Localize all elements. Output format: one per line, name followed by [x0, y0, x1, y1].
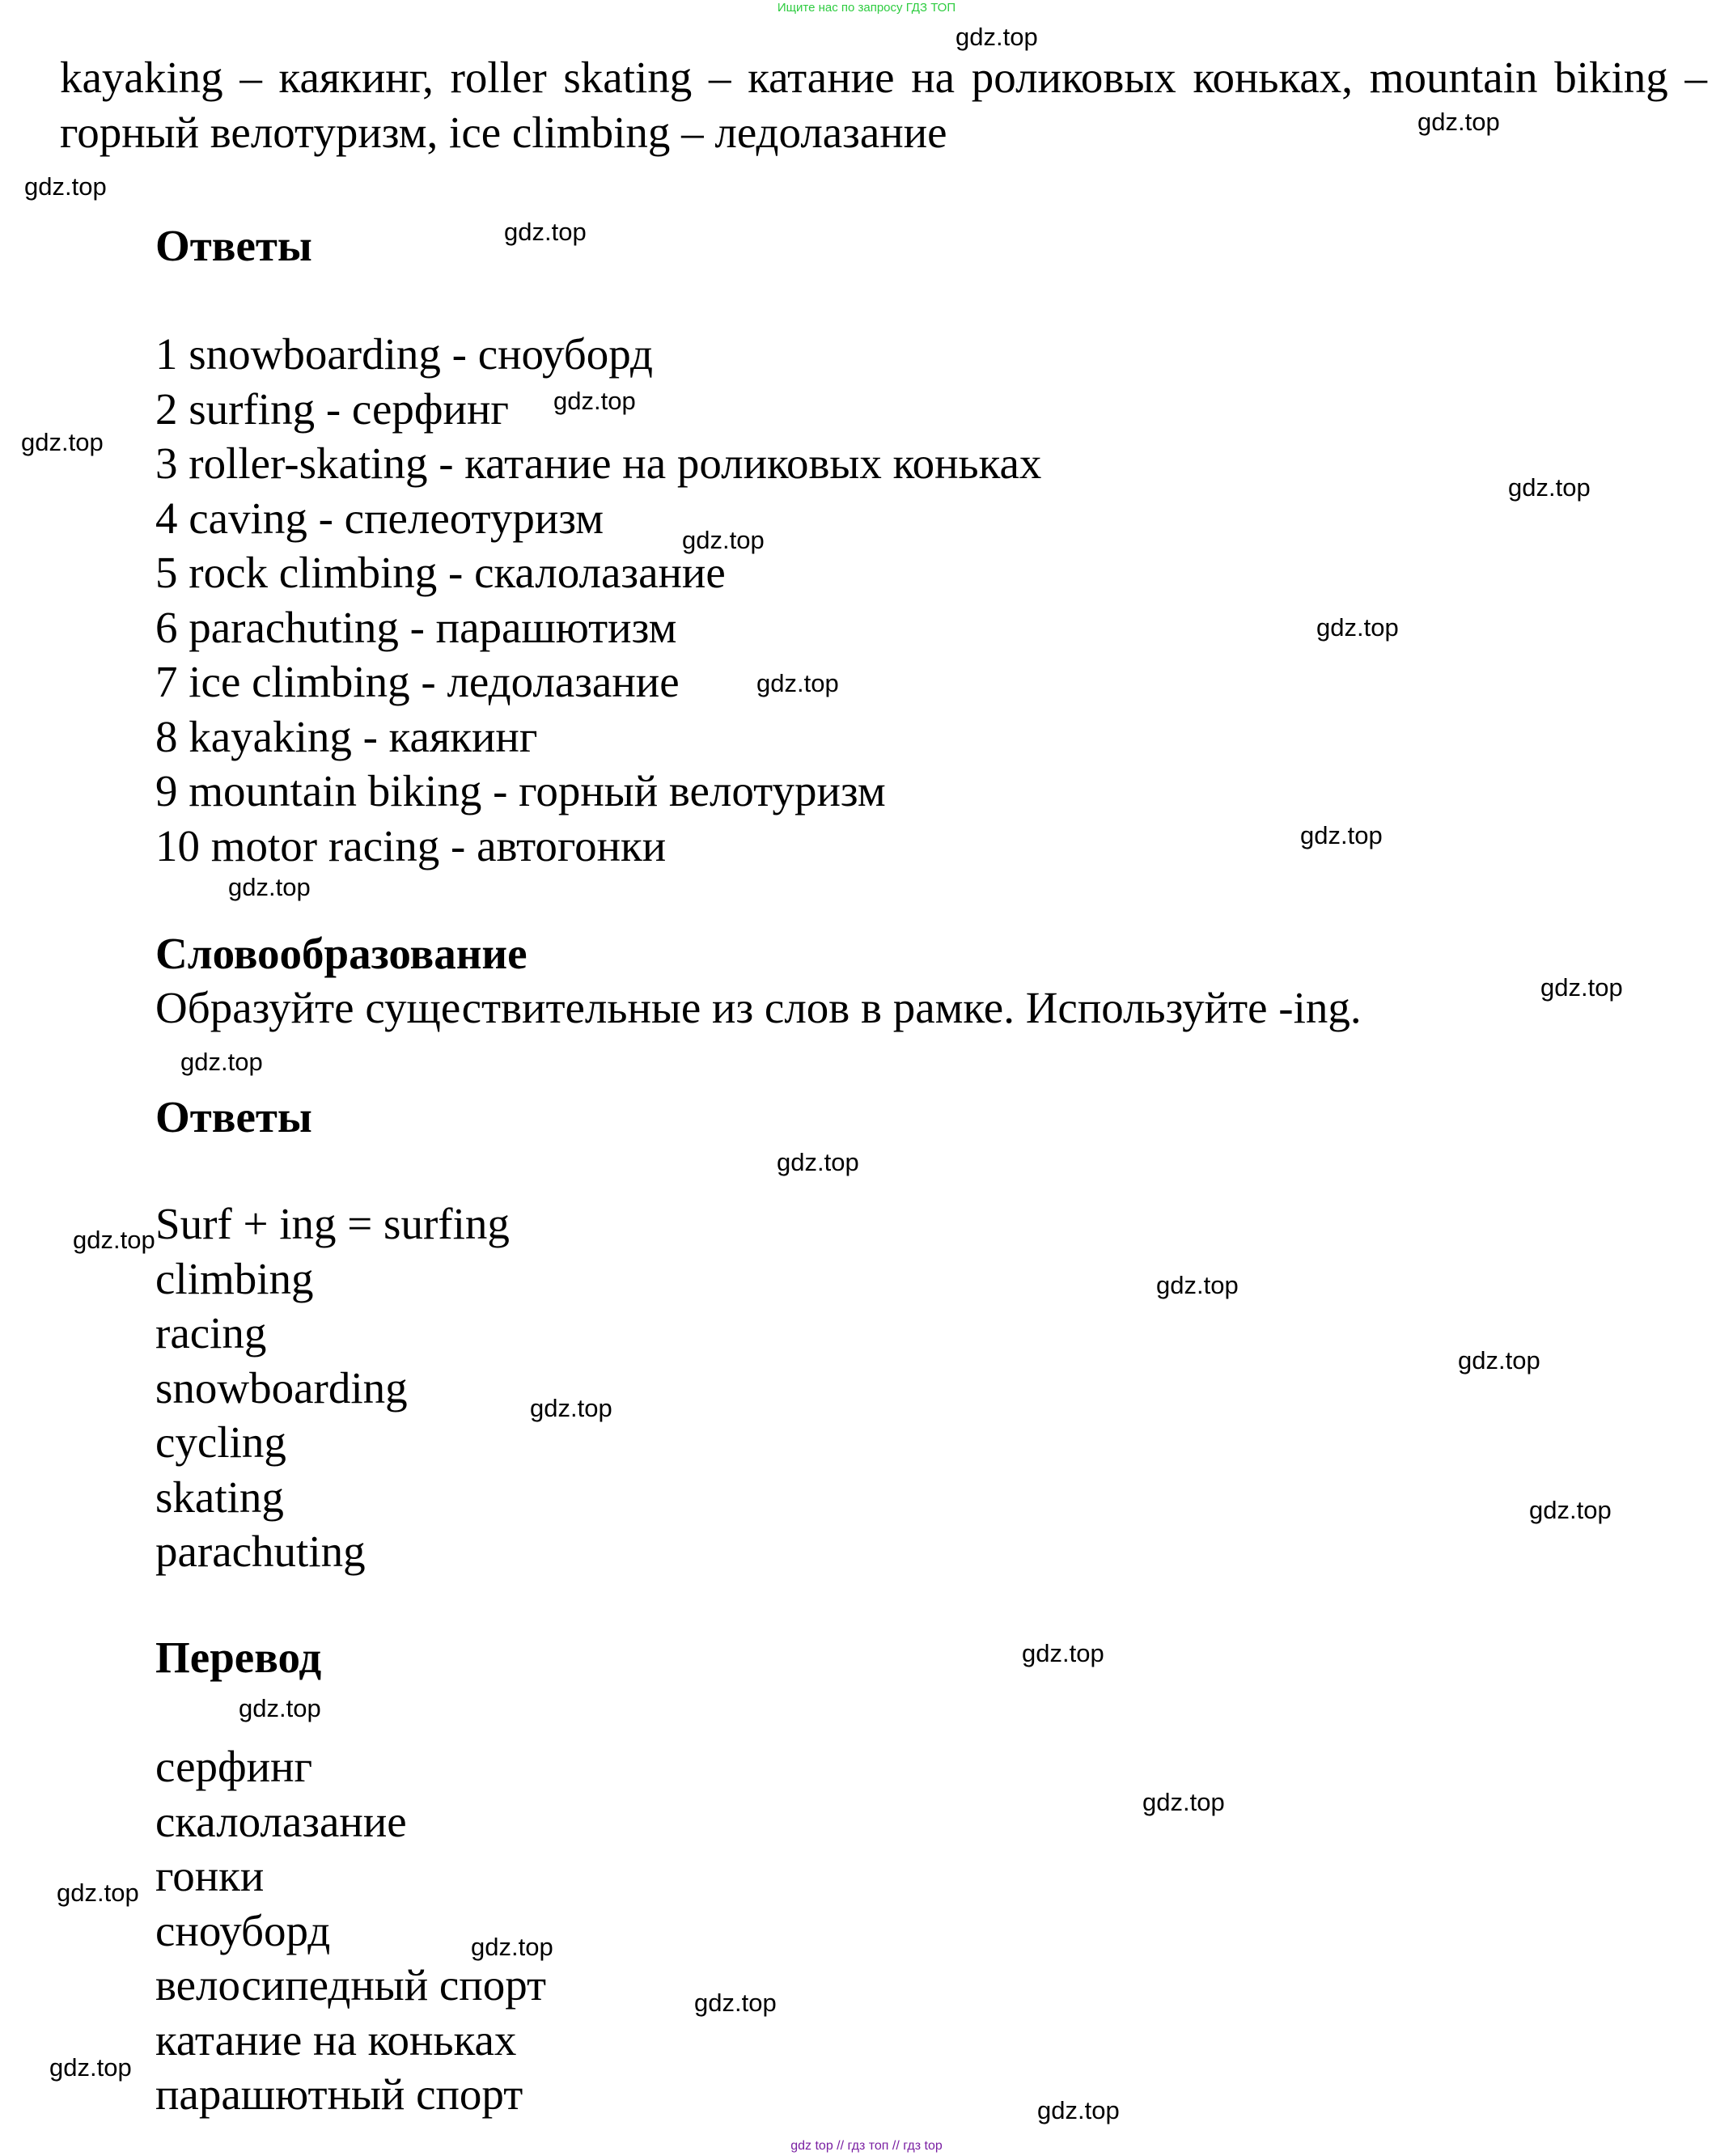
watermark: gdz.top — [21, 428, 104, 456]
list-item: серфинг — [155, 1742, 313, 1791]
watermark: gdz.top — [777, 1148, 859, 1176]
watermark: gdz.top — [471, 1933, 553, 1961]
list-item: Surf + ing = surfing — [155, 1199, 510, 1248]
footer-separator: // — [892, 2139, 900, 2153]
list-item: 7 ice climbing - ледолазание — [155, 657, 680, 706]
watermark: gdz.top — [682, 526, 765, 554]
watermark: gdz.top — [955, 23, 1038, 51]
watermark: gdz.top — [694, 1989, 777, 2017]
answers-title-2: Ответы — [155, 1092, 312, 1142]
watermark: gdz.top — [24, 172, 107, 201]
list-item: гонки — [155, 1851, 265, 1900]
footer-link-3[interactable]: гдз top — [903, 2139, 943, 2153]
list-item: 10 motor racing - автогонки — [155, 820, 667, 870]
translation-list — [155, 1739, 546, 2122]
list-item: скалолазание — [155, 1796, 407, 1846]
answers-title-1: Ответы — [155, 221, 312, 270]
list-item: 1 snowboarding - сноуборд — [155, 329, 653, 379]
list-item: parachuting — [155, 1527, 366, 1576]
watermark: gdz.top — [1540, 973, 1623, 1002]
list-item: 8 kayaking - каякинг — [155, 711, 538, 761]
watermark: gdz.top — [57, 1879, 139, 1907]
watermark: gdz.top — [1316, 613, 1399, 642]
watermark: gdz.top — [1156, 1271, 1239, 1299]
watermark: gdz.top — [73, 1226, 155, 1254]
word-formation-instruction: Образуйте существительные из слов в рамке. Используйте -ing. — [155, 983, 1362, 1032]
watermark: gdz.top — [180, 1048, 263, 1076]
watermark: gdz.top — [1142, 1788, 1225, 1816]
watermark: gdz.top — [49, 2053, 132, 2082]
watermark: gdz.top — [228, 873, 311, 901]
translation-title: Перевод — [155, 1633, 322, 1682]
list-item: 6 parachuting - парашютизм — [155, 602, 677, 652]
list-item: парашютный спорт — [155, 2069, 523, 2119]
answers-list-2 — [155, 1197, 510, 1579]
top-banner — [0, 1, 1733, 15]
list-item: skating — [155, 1472, 284, 1522]
watermark: gdz.top — [1037, 2096, 1120, 2124]
watermark: gdz.top — [1300, 821, 1383, 849]
list-item: 4 caving - спелеотуризм — [155, 493, 604, 543]
intro-paragraph: kayaking – каякинг, roller skating – катание на роликовых коньках, mountain biking – горный велотуризм, ice climbing – ледолазание — [60, 53, 1707, 157]
watermark: gdz.top — [1417, 108, 1500, 136]
watermark: gdz.top — [530, 1394, 612, 1422]
watermark: gdz.top — [1508, 473, 1591, 502]
footer-link-2[interactable]: гдз топ — [847, 2139, 889, 2153]
list-item: 9 mountain biking - горный велотуризм — [155, 766, 886, 815]
list-item: велосипедный спорт — [155, 1960, 547, 2010]
word-formation-title: Словообразование — [155, 929, 528, 978]
list-item: climbing — [155, 1253, 314, 1303]
list-item: racing — [155, 1308, 267, 1358]
watermark: gdz.top — [1458, 1346, 1540, 1375]
watermark: gdz.top — [239, 1694, 321, 1722]
list-item: 5 rock climbing - скалолазание — [155, 548, 726, 597]
footer-links — [0, 2138, 1733, 2154]
list-item: 2 surfing - серфинг — [155, 383, 509, 434]
list-item: snowboarding — [155, 1362, 408, 1413]
list-item: катание на коньках — [155, 2014, 517, 2065]
list-item: 3 roller-skating - катание на роликовых коньках — [155, 438, 1042, 488]
list-item: cycling — [155, 1417, 286, 1467]
watermark: gdz.top — [1022, 1639, 1104, 1667]
watermark: gdz.top — [756, 669, 839, 697]
footer-link-1[interactable]: gdz top — [790, 2139, 833, 2153]
watermark: gdz.top — [504, 218, 587, 246]
list-item: сноуборд — [155, 1905, 331, 1955]
banner-text: Ищите нас по запросу ГДЗ ТОП — [777, 1, 956, 15]
watermark: gdz.top — [553, 387, 636, 415]
footer-separator: // — [837, 2139, 845, 2153]
watermark: gdz.top — [1529, 1496, 1612, 1524]
